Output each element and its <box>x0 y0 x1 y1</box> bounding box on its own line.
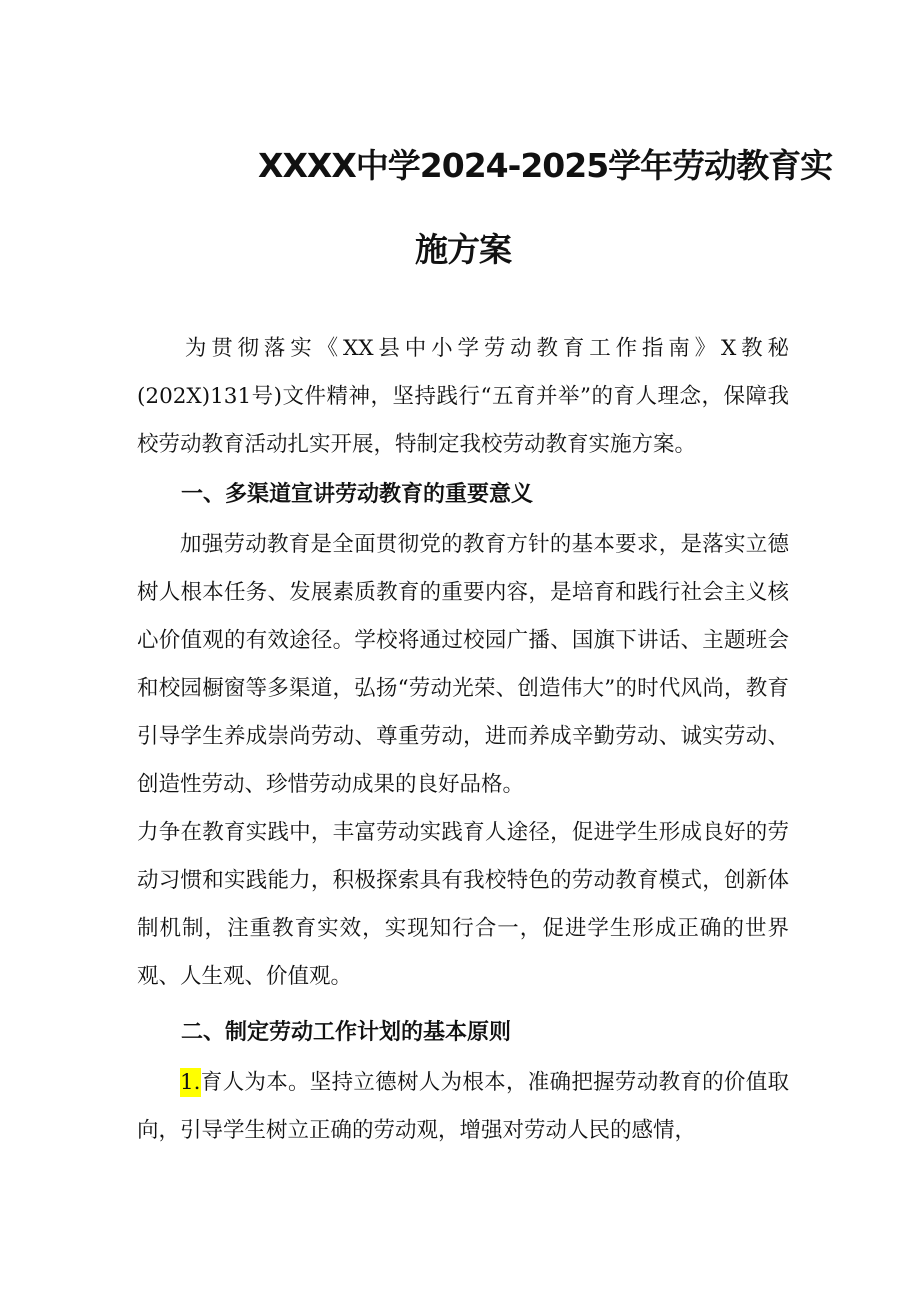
section-2-heading: 二、制定劳动工作计划的基本原则 <box>181 1020 512 1045</box>
section-1-paragraph-1: 加强劳动教育是全面贯彻党的教育方针的基本要求，是落实立德树人根本任务、发展素质教育的重要内容，是培育和践行社会主义核心价值观的有效途径。学校将通过校园广播、国旗下讲话、主题班会和校园橱窗等多渠道，弘扬“劳动光荣、创造伟大”的时代风尚，教育引导学生养成崇尚劳动、尊重劳动，进而养成辛勤劳动、诚实劳动、创造性劳动、珍惜劳动成果的良好品格。 <box>137 532 789 797</box>
document-title-line-1: XXXX中学2024-2025学年劳动教育实 <box>258 146 833 185</box>
section-1-heading: 一、多渠道宣讲劳动教育的重要意义 <box>181 482 534 507</box>
item-number-highlight: 1. <box>180 1070 201 1095</box>
section-1-paragraph-2: 力争在教育实践中，丰富劳动实践育人途径，促进学生形成良好的劳动习惯和实践能力，积极探索具有我校特色的劳动教育模式，创新体制机制，注重教育实效，实现知行合一，促进学生形成正确的世界观、人生观、价值观。 <box>137 820 789 989</box>
intro-text: 为贯彻落实《XX县中小学劳动教育工作指南》X教秘(202X)131号)文件精神，坚持践行“五育并举”的育人理念，保障我校劳动教育活动扎实开展，特制定我校劳动教育实施方案。 <box>137 336 789 457</box>
item-1-text: 育人为本。坚持立德树人为根本，准确把握劳动教育的价值取向，引导学生树立正确的劳动观，增强对劳动人民的感情， <box>137 1070 789 1143</box>
document-title-line-2: 施方案 <box>415 230 511 269</box>
document-body <box>137 325 789 1155</box>
principle-item-1 <box>137 1059 789 1155</box>
intro-paragraph <box>137 325 789 469</box>
